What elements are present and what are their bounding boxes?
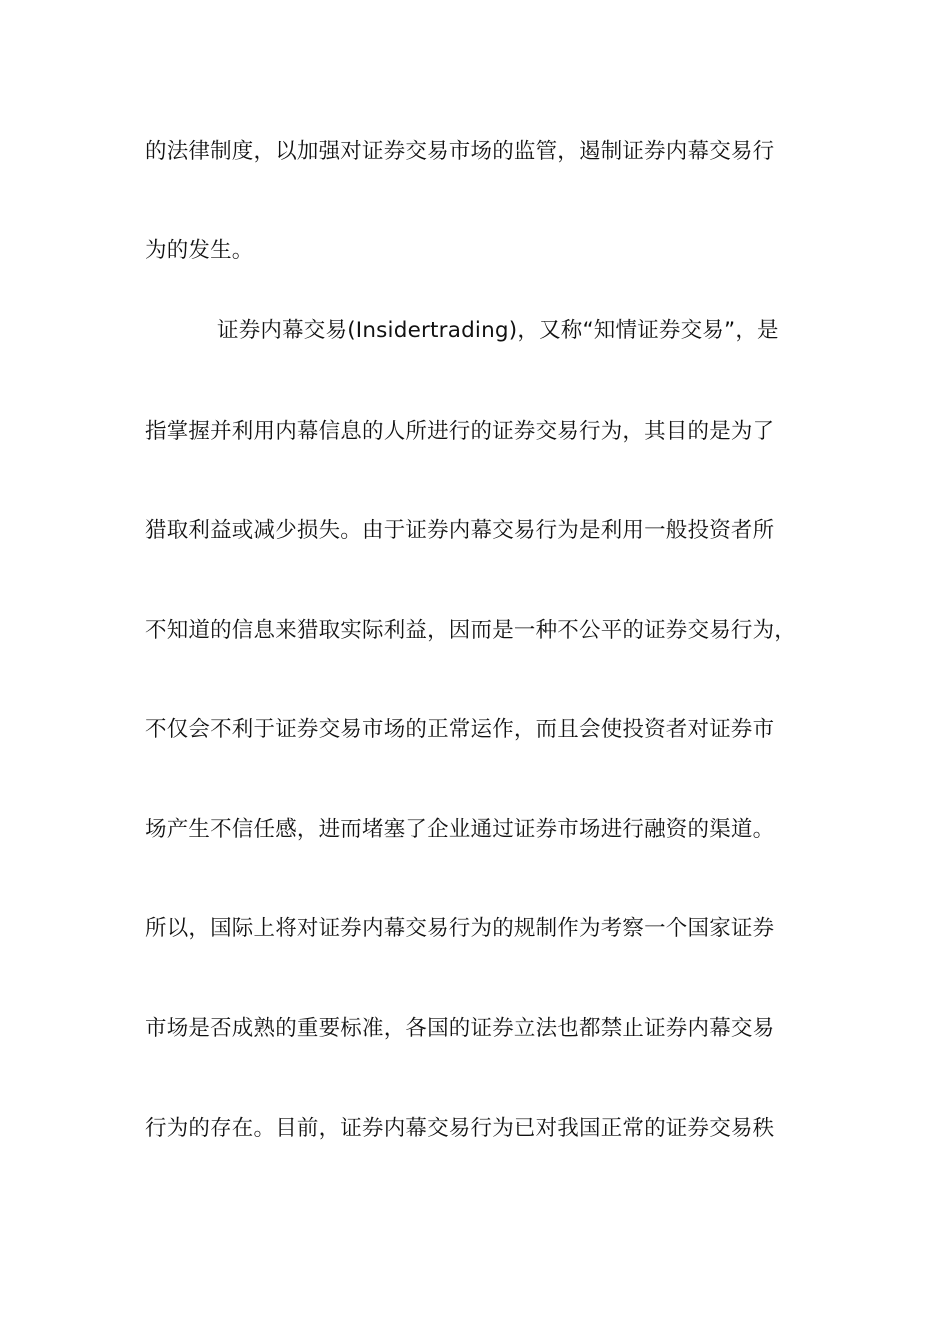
text-line-11: 行为的存在。目前，证券内幕交易行为已对我国正常的证券交易秩 (145, 1116, 775, 1141)
text-line-9: 所以，国际上将对证券内幕交易行为的规制作为考察一个国家证券 (145, 916, 775, 941)
paragraph-start-line: 证券内幕交易(Insidertrading)，又称“知情证券交易”，是 (217, 318, 779, 343)
text-line-6: 不知道的信息来猎取实际利益，因而是一种不公平的证券交易行为， (145, 618, 797, 643)
text-line-1: 的法律制度，以加强对证券交易市场的监管，遏制证券内幕交易行 (145, 139, 775, 164)
text-line-7: 不仅会不利于证券交易市场的正常运作，而且会使投资者对证券市 (145, 717, 775, 742)
text-line-2: 为的发生。 (145, 238, 254, 263)
text-line-5: 猎取利益或减少损失。由于证券内幕交易行为是利用一般投资者所 (145, 518, 775, 543)
text-line-8: 场产生不信任感，进而堵塞了企业通过证券市场进行融资的渠道。 (145, 817, 775, 842)
text-line-10: 市场是否成熟的重要标准，各国的证券立法也都禁止证券内幕交易 (145, 1016, 775, 1041)
text-line-4: 指掌握并利用内幕信息的人所进行的证券交易行为，其目的是为了 (145, 419, 775, 444)
